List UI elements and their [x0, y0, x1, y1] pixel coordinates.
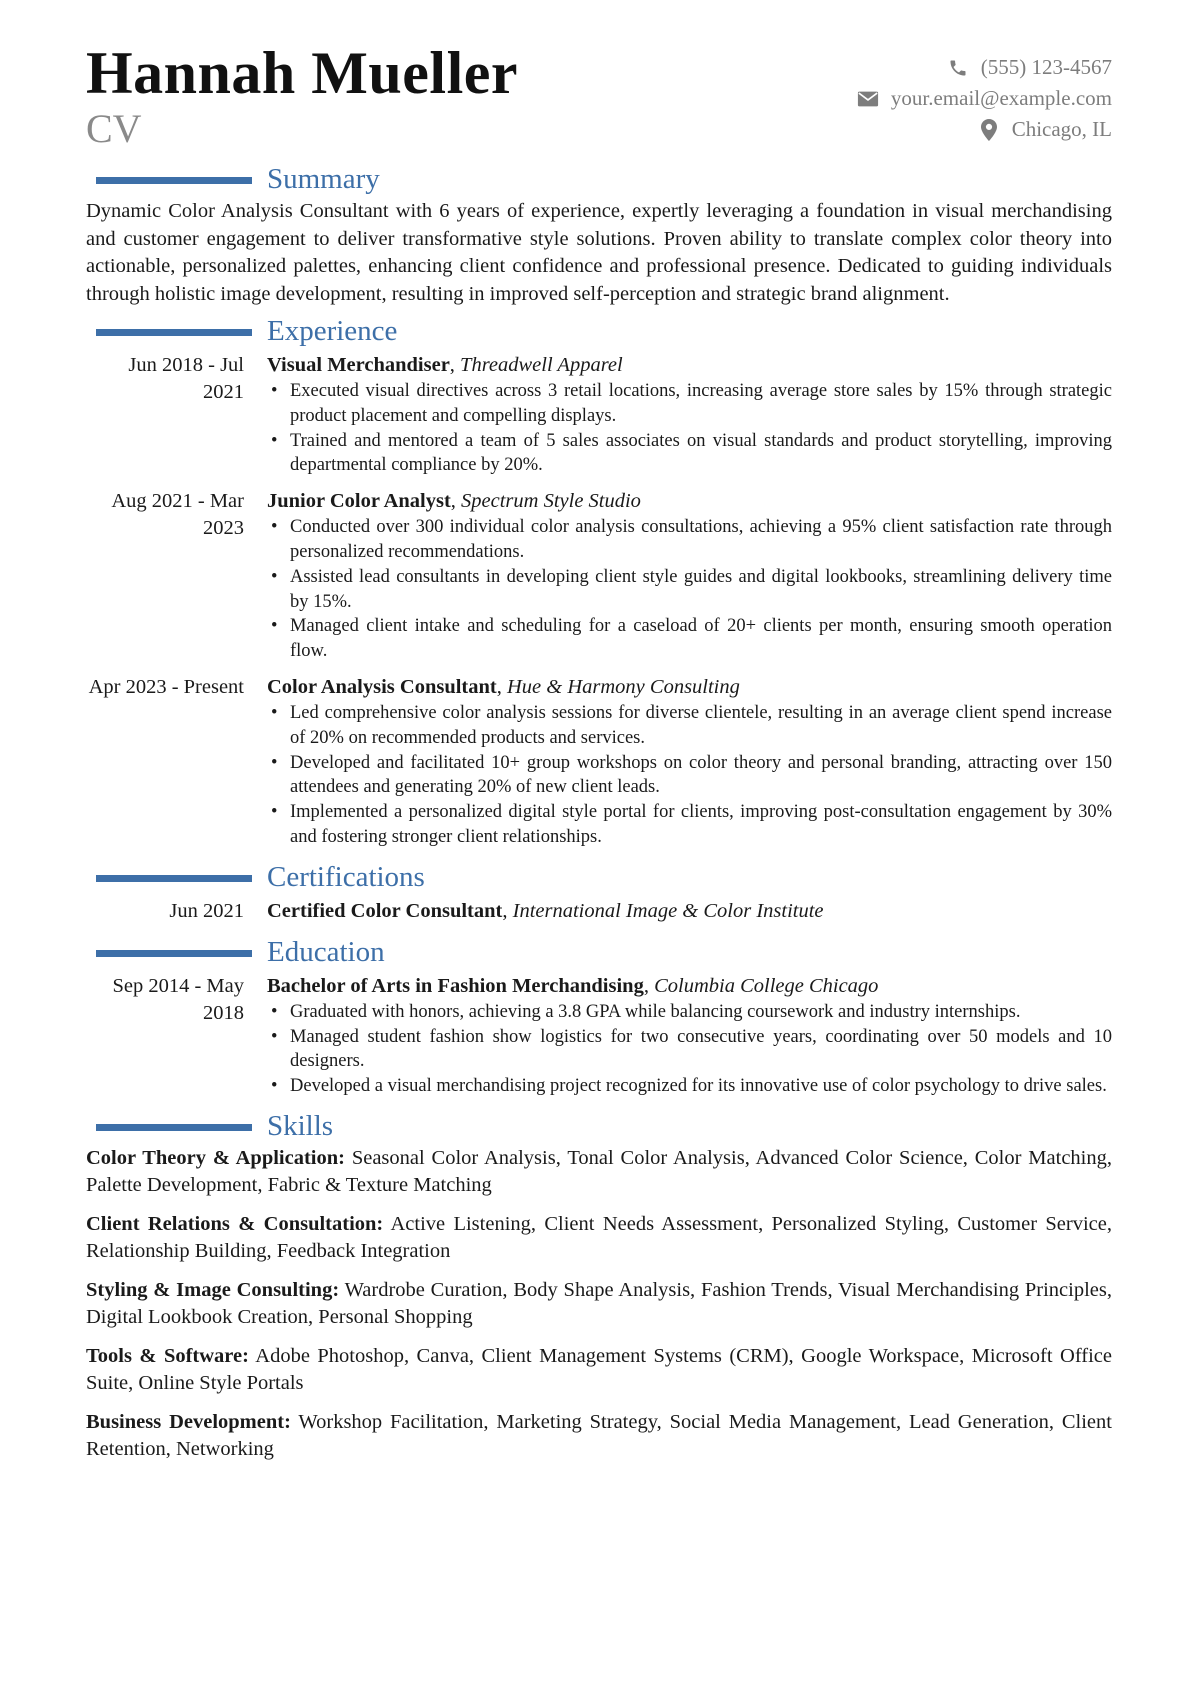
bullet-item: • Developed a visual merchandising project recognized for its innovative use of color psychology to drive sales.	[267, 1074, 1112, 1099]
section-accent-bar	[96, 950, 252, 957]
entry-role: Junior Color Analyst	[267, 490, 451, 513]
skill-category: Business Development:	[86, 1410, 291, 1433]
section-accent-bar	[96, 1124, 252, 1131]
bullet-item: • Conducted over 300 individual color analysis consultations, achieving a 95% client satisfaction rate through personalized recommendations.	[267, 515, 1112, 565]
entry-date: Jun 2021	[169, 899, 244, 922]
entry-organization: Spectrum Style Studio	[461, 490, 641, 513]
skill-items: Active Listening, Client Needs Assessment, Personalized Styling, Customer Service, Relationship Building, Feedback Integration	[86, 1212, 1112, 1263]
entry-body	[267, 973, 1112, 1099]
section-title: Experience	[267, 315, 398, 347]
phone-text: (555) 123-4567	[980, 55, 1112, 79]
section-experience-heading	[86, 314, 1112, 350]
entry-bullets	[267, 701, 1112, 850]
entry-date: Aug 2021 - Mar 2023	[111, 490, 244, 540]
section-summary-heading	[86, 162, 1112, 198]
skill-group	[86, 1211, 1112, 1266]
entry-bullets	[267, 515, 1112, 664]
cv-page	[86, 40, 1112, 1475]
contact-phone	[857, 52, 1112, 83]
entry-heading: Color Analysis Consultant, Hue & Harmony Consulting	[267, 675, 740, 698]
contact-location	[857, 114, 1112, 145]
section-title: Certifications	[267, 860, 425, 893]
location-text: Chicago, IL	[1011, 117, 1112, 141]
section-title: Summary	[267, 163, 380, 195]
skill-group	[86, 1409, 1112, 1464]
entry-role: Bachelor of Arts in Fashion Merchandising	[267, 974, 644, 997]
entry-date: Apr 2023 - Present	[88, 675, 244, 698]
skill-group	[86, 1145, 1112, 1200]
skill-group	[86, 1277, 1112, 1332]
bullet-item: • Trained and mentored a team of 5 sales associates on visual standards and product storytelling, improving departmental compliance by 20%.	[267, 429, 1112, 479]
entry-organization: Threadwell Apparel	[460, 354, 623, 376]
skill-category: Client Relations & Consultation:	[86, 1212, 384, 1235]
section-accent-bar	[96, 329, 252, 336]
section-skills-heading	[86, 1109, 1112, 1145]
bullet-item: • Managed client intake and scheduling for a caseload of 20+ clients per month, ensuring smooth operation flow.	[267, 614, 1112, 664]
section-title: Skills	[267, 1109, 334, 1142]
entry-bullets	[267, 379, 1112, 478]
entry-body	[267, 674, 1112, 850]
bullet-item: • Executed visual directives across 3 retail locations, increasing average store sales by 15% through strategic product placement and compelling displays.	[267, 379, 1112, 429]
entry-body	[267, 898, 1112, 925]
education-entry	[86, 973, 1112, 1099]
entry-heading: Junior Color Analyst, Spectrum Style Studio	[267, 490, 641, 513]
entry-bullets	[267, 1000, 1112, 1099]
skill-category: Tools & Software:	[86, 1344, 249, 1367]
section-accent-bar	[96, 875, 252, 882]
skill-category: Color Theory & Application:	[86, 1146, 345, 1169]
entry-date: Sep 2014 - May 2018	[112, 974, 244, 1024]
entry-role: Visual Merchandiser	[267, 354, 450, 376]
bullet-item: • Graduated with honors, achieving a 3.8 GPA while balancing coursework and industry internships.	[267, 1000, 1112, 1025]
entry-organization: Hue & Harmony Consulting	[506, 675, 740, 698]
experience-entry	[86, 488, 1112, 664]
document-subtitle: CV	[86, 106, 142, 151]
certification-entry	[86, 898, 1112, 925]
skill-items: Wardrobe Curation, Body Shape Analysis, Fashion Trends, Visual Merchandising Principles, Digital Lookbook Creation, Personal Shopping	[86, 1278, 1113, 1329]
entry-role: Certified Color Consultant	[267, 899, 503, 922]
skill-items: Seasonal Color Analysis, Tonal Color Analysis, Advanced Color Science, Color Matching, Palette Development, Fabric & Texture Matching	[86, 1146, 1112, 1197]
envelope-icon	[857, 88, 879, 110]
phone-icon	[947, 57, 969, 79]
section-certifications-heading	[86, 860, 1112, 896]
bullet-item: • Implemented a personalized digital style portal for clients, improving post-consultation engagement by 30% and fostering stronger client relationships.	[267, 800, 1112, 850]
entry-role: Color Analysis Consultant	[267, 675, 497, 698]
entry-body	[267, 352, 1112, 478]
contact-email	[857, 83, 1112, 114]
experience-entry	[86, 352, 1112, 478]
map-pin-icon	[978, 119, 1000, 141]
experience-entry	[86, 674, 1112, 850]
entry-heading: Visual Merchandiser, Threadwell Apparel	[267, 354, 623, 376]
bullet-item: • Managed student fashion show logistics for two consecutive years, coordinating over 50 models and 10 designers.	[267, 1025, 1112, 1075]
bullet-item: • Led comprehensive color analysis sessions for diverse clientele, resulting in an average client spend increase of 20% on recommended products and services.	[267, 701, 1112, 751]
skill-category: Styling & Image Consulting:	[86, 1278, 340, 1301]
entry-date: Jun 2018 - Jul 2021	[128, 354, 244, 403]
candidate-name: Hannah Mueller	[86, 40, 519, 106]
header	[86, 40, 1112, 158]
section-title: Education	[267, 935, 385, 968]
bullet-item: • Developed and facilitated 10+ group workshops on color theory and personal branding, attracting over 150 attendees and generating 20% of new client leads.	[267, 751, 1112, 801]
summary-text: Dynamic Color Analysis Consultant with 6 years of experience, expertly leveraging a foundation in visual merchandising and customer engagement to deliver transformative style solutions. Proven ability to translate complex color theory into actionable, personalized palettes, enhancing client confidence and professional presence. Dedicated to guiding individuals through holistic image development, resulting in improved self-perception and strategic brand alignment.	[86, 200, 1112, 305]
contact-info	[857, 52, 1112, 145]
entry-organization: Columbia College Chicago	[654, 974, 879, 997]
entry-body	[267, 488, 1112, 664]
entry-heading: Certified Color Consultant, International Image & Color Institute	[267, 899, 824, 922]
skill-group	[86, 1343, 1112, 1398]
email-text: your.email@example.com	[890, 86, 1112, 110]
bullet-item: • Assisted lead consultants in developing client style guides and digital lookbooks, streamlining delivery time by 15%.	[267, 565, 1112, 615]
entry-heading: Bachelor of Arts in Fashion Merchandising, Columbia College Chicago	[267, 974, 879, 997]
skill-items: Workshop Facilitation, Marketing Strategy, Social Media Management, Lead Generation, Client Retention, Networking	[86, 1410, 1112, 1461]
section-accent-bar	[96, 177, 252, 184]
skill-items: Adobe Photoshop, Canva, Client Management Systems (CRM), Google Workspace, Microsoft Office Suite, Online Style Portals	[86, 1344, 1112, 1395]
section-education-heading	[86, 935, 1112, 971]
entry-organization: International Image & Color Institute	[512, 899, 824, 922]
